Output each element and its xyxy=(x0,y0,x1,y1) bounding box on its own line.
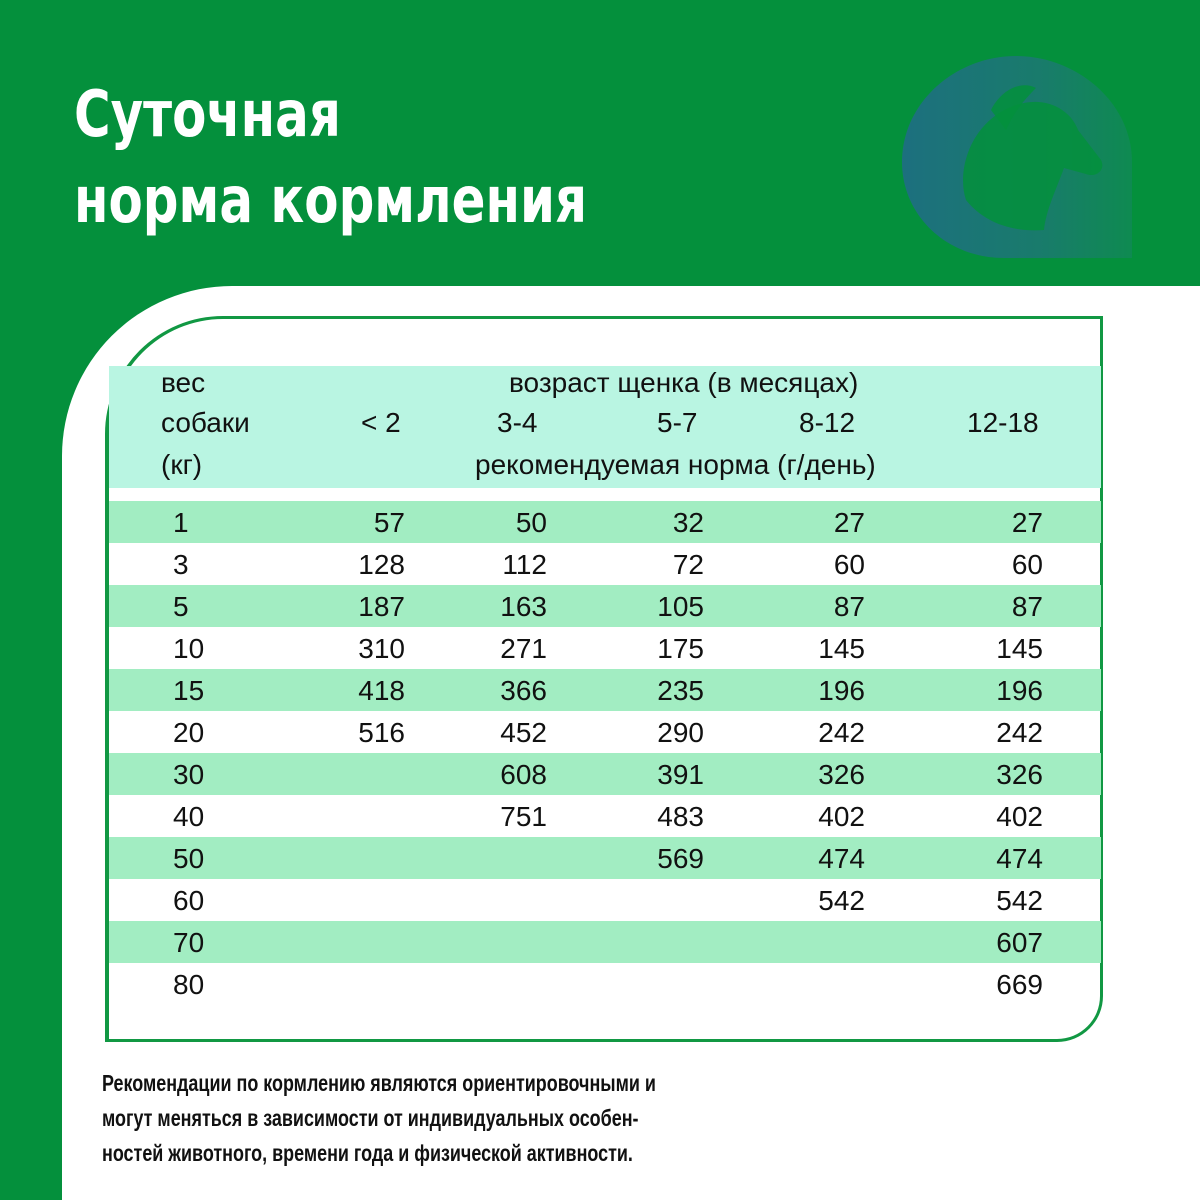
weight-cell: 80 xyxy=(173,969,205,1000)
weight-cell: 40 xyxy=(173,801,205,832)
norm-cell: 145 xyxy=(996,633,1043,664)
weight-cell: 20 xyxy=(173,717,205,748)
norm-cell: 60 xyxy=(833,549,865,580)
header-weight-line-3: (кг) xyxy=(161,449,203,480)
norm-cell: 608 xyxy=(500,759,547,790)
norm-cell: 366 xyxy=(500,675,547,706)
norm-cell: 418 xyxy=(358,675,405,706)
norm-cell: 72 xyxy=(672,549,704,580)
norm-cell: 112 xyxy=(502,549,547,580)
table-row xyxy=(109,879,1101,921)
table-row xyxy=(109,795,1101,837)
norm-cell: 145 xyxy=(818,633,865,664)
norm-cell: 402 xyxy=(818,801,865,832)
age-group-8-12: 8-12 xyxy=(799,407,856,438)
norm-cell: 242 xyxy=(818,717,865,748)
norm-cell: 402 xyxy=(996,801,1043,832)
norm-cell: 569 xyxy=(657,843,704,874)
weight-cell: 30 xyxy=(173,759,205,790)
norm-cell: 187 xyxy=(358,591,405,622)
norm-cell: 452 xyxy=(500,717,547,748)
norm-cell: 290 xyxy=(657,717,704,748)
norm-cell: 326 xyxy=(818,759,865,790)
norm-cell: 391 xyxy=(657,759,704,790)
age-group-3-4: 3-4 xyxy=(497,407,538,438)
table-header xyxy=(109,366,1101,488)
table-row xyxy=(109,753,1101,795)
table-row xyxy=(109,963,1101,1005)
norm-cell: 516 xyxy=(358,717,405,748)
dog-head-logo-icon xyxy=(896,50,1136,260)
table-row xyxy=(109,669,1101,711)
norm-cell: 669 xyxy=(996,969,1043,1000)
weight-cell: 1 xyxy=(173,507,189,538)
table-row xyxy=(109,711,1101,753)
table-row xyxy=(109,543,1101,585)
norm-cell: 105 xyxy=(657,591,704,622)
norm-cell: 542 xyxy=(996,885,1043,916)
table-row xyxy=(109,501,1101,543)
norm-cell: 751 xyxy=(500,801,547,832)
age-group-lt2: < 2 xyxy=(361,407,401,438)
table-row xyxy=(109,921,1101,963)
norm-cell: 196 xyxy=(818,675,865,706)
age-group-12-18: 12-18 xyxy=(967,407,1039,438)
norm-cell: 32 xyxy=(672,507,704,538)
title-line-2: норма кормления xyxy=(74,164,588,238)
header-age-label: возраст щенка (в месяцах) xyxy=(509,367,859,398)
norm-cell: 474 xyxy=(996,843,1043,874)
page-title xyxy=(74,72,587,244)
norm-cell: 310 xyxy=(358,633,405,664)
norm-cell: 607 xyxy=(996,927,1043,958)
header-norm-label: рекомендуемая норма (г/день) xyxy=(475,449,876,480)
norm-cell: 27 xyxy=(1011,507,1043,538)
weight-cell: 15 xyxy=(173,675,205,706)
disclaimer-line-3: ностей животного, времени года и физической активности. xyxy=(102,1140,633,1166)
weight-cell: 3 xyxy=(173,549,189,580)
age-group-5-7: 5-7 xyxy=(657,407,698,438)
norm-cell: 242 xyxy=(996,717,1043,748)
norm-cell: 326 xyxy=(996,759,1043,790)
table-row xyxy=(109,837,1101,879)
norm-cell: 542 xyxy=(818,885,865,916)
weight-cell: 10 xyxy=(173,633,205,664)
norm-cell: 50 xyxy=(515,507,547,538)
norm-cell: 196 xyxy=(996,675,1043,706)
norm-cell: 57 xyxy=(373,507,405,538)
norm-cell: 271 xyxy=(500,633,547,664)
weight-cell: 5 xyxy=(173,591,189,622)
norm-cell: 27 xyxy=(833,507,865,538)
disclaimer-line-1: Рекомендации по кормлению являются ориентировочными и xyxy=(102,1070,656,1096)
weight-cell: 70 xyxy=(173,927,205,958)
norm-cell: 128 xyxy=(358,549,405,580)
norm-cell: 87 xyxy=(833,591,865,622)
disclaimer-line-2: могут меняться в зависимости от индивидуальных особен- xyxy=(102,1105,639,1131)
header-weight-line-2: собаки xyxy=(161,407,250,438)
norm-cell: 175 xyxy=(657,633,704,664)
norm-cell: 474 xyxy=(818,843,865,874)
norm-cell: 235 xyxy=(657,675,704,706)
weight-cell: 60 xyxy=(173,885,205,916)
norm-cell: 87 xyxy=(1011,591,1043,622)
feeding-disclaimer xyxy=(102,1066,726,1171)
header-weight-line-1: вес xyxy=(161,367,206,398)
table-row xyxy=(109,627,1101,669)
norm-cell: 163 xyxy=(500,591,547,622)
norm-cell: 483 xyxy=(657,801,704,832)
weight-cell: 50 xyxy=(173,843,205,874)
norm-cell: 60 xyxy=(1011,549,1043,580)
title-line-1: Суточная xyxy=(74,78,341,152)
table-row xyxy=(109,585,1101,627)
